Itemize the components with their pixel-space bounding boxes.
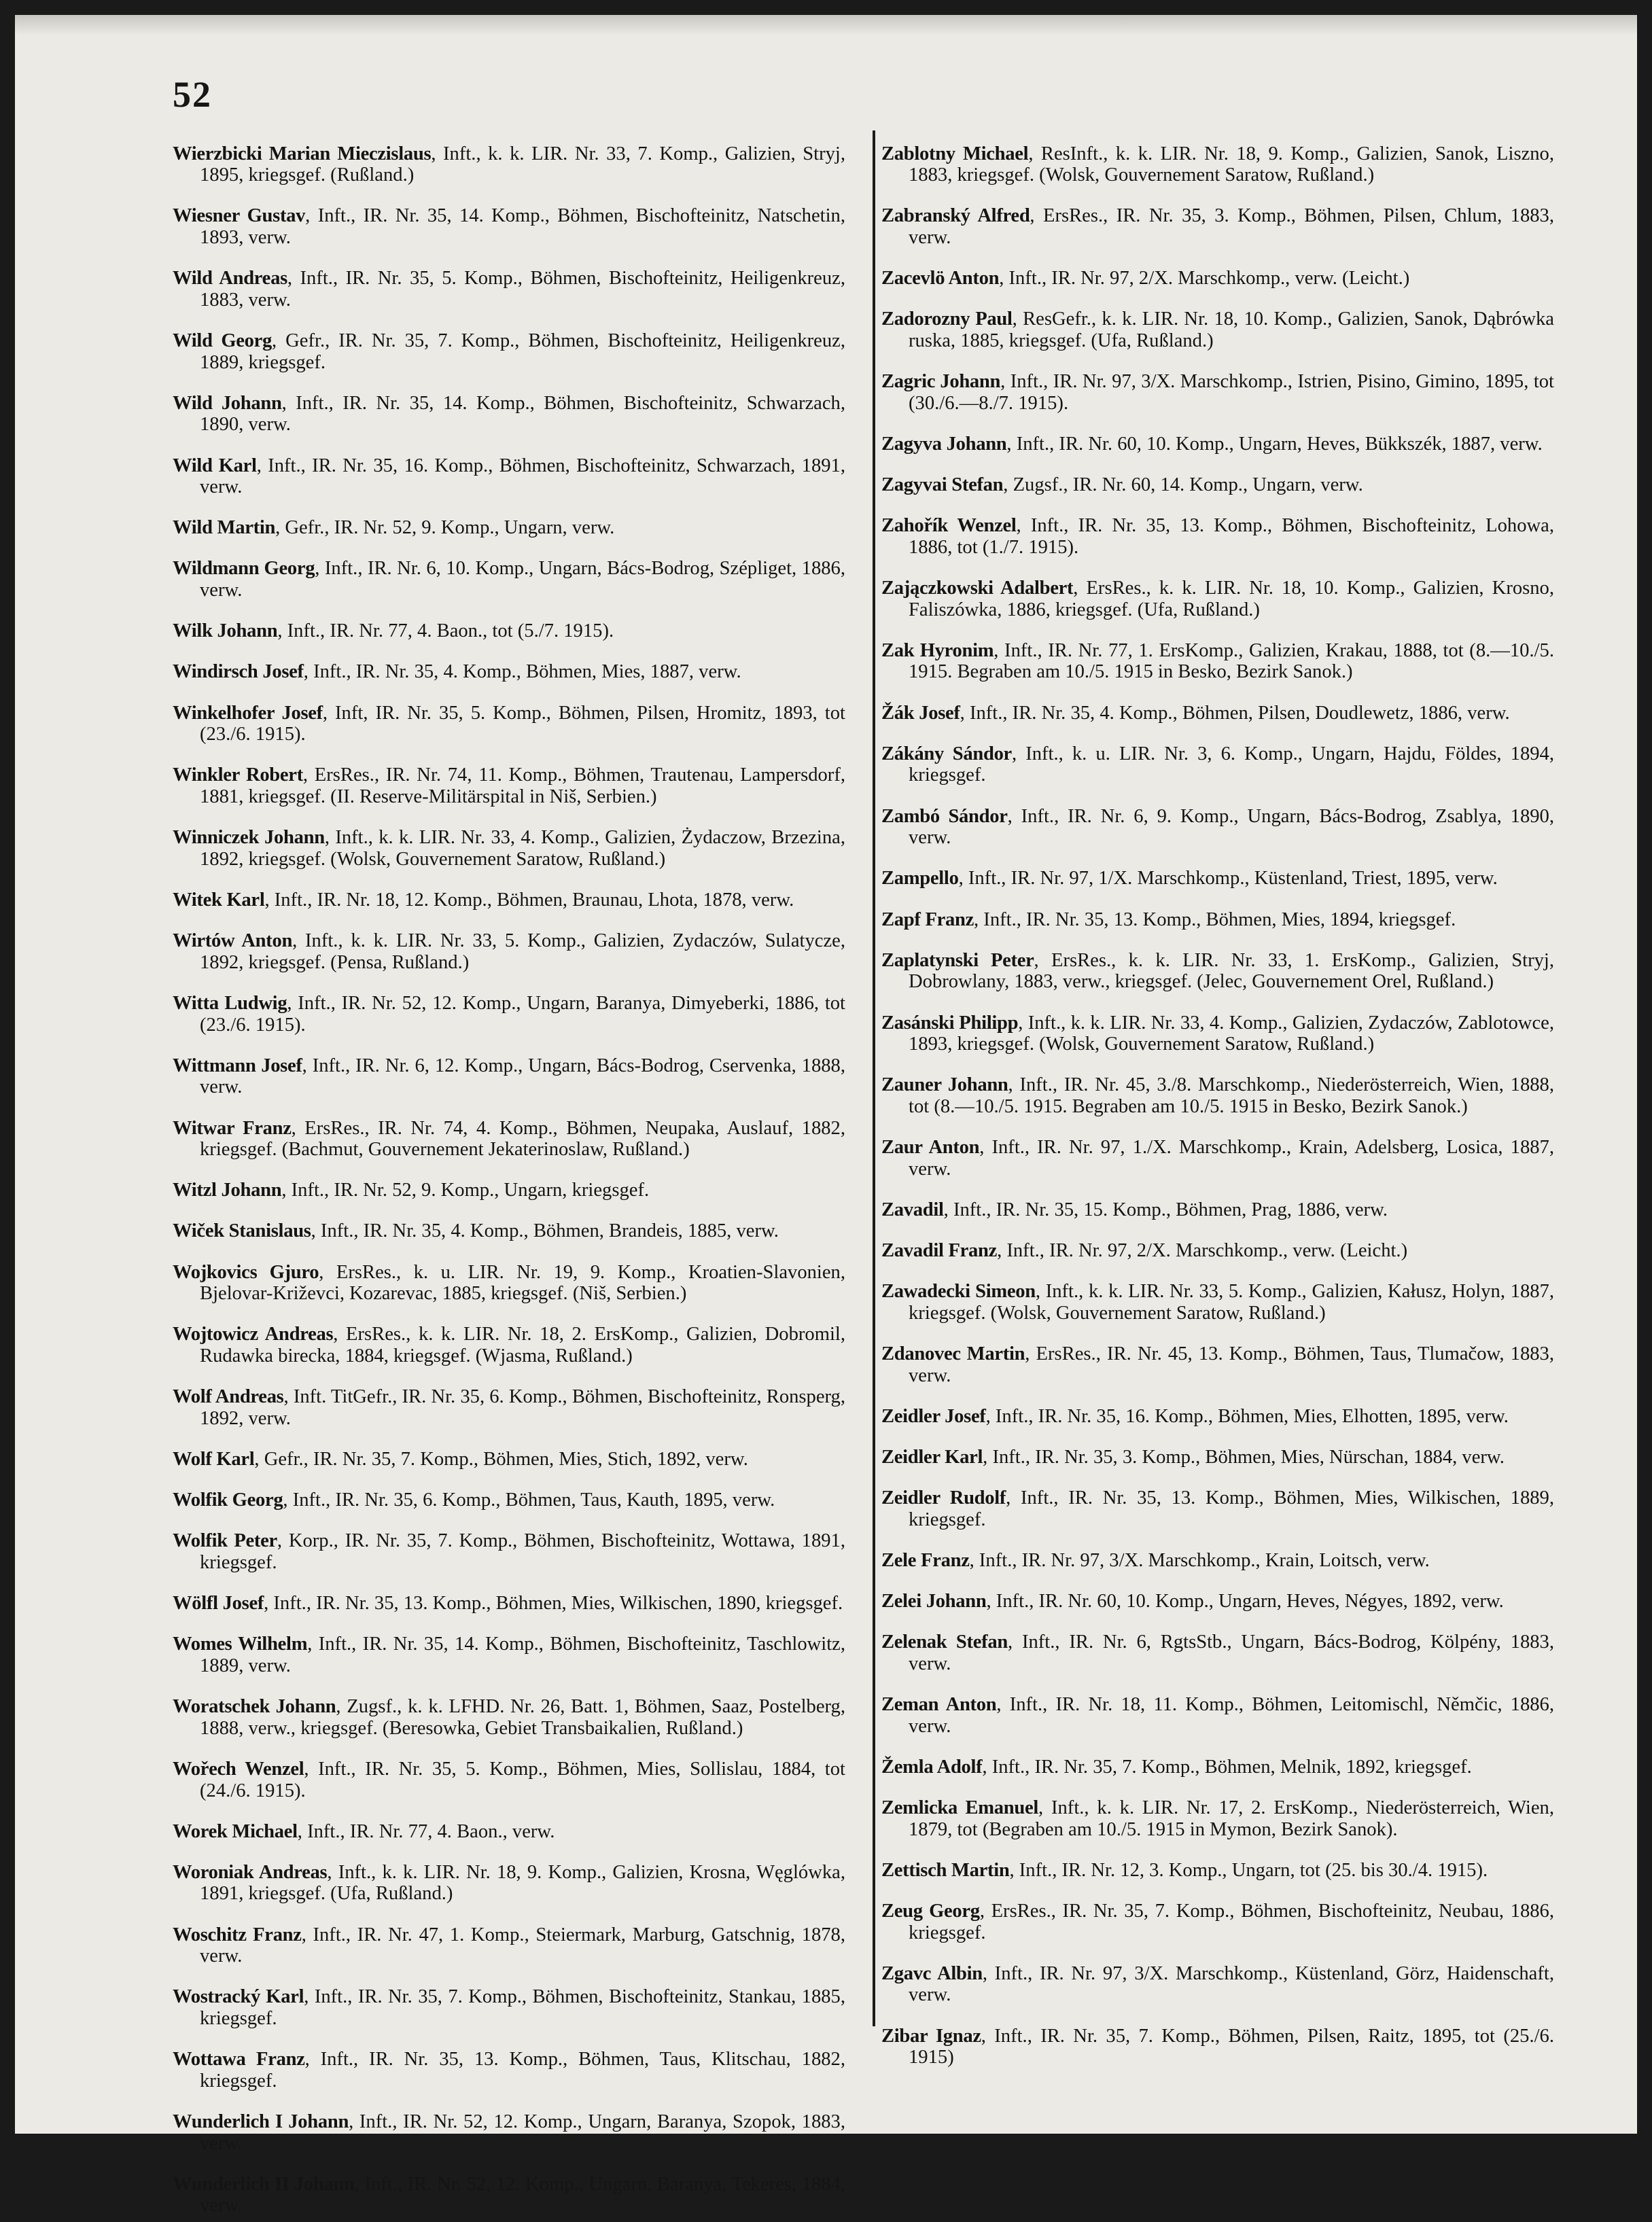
entry-name: Zauner Johann [881,1074,1008,1096]
entry-name: Žemla Adolf [881,1756,983,1778]
list-entry [881,515,1554,558]
entry-name: Zibar Ignaz [881,2025,981,2047]
list-entry [881,1199,1554,1221]
entry-name: Zapf Franz [881,909,974,930]
entry-name: Wolf Andreas [173,1386,284,1408]
entry-details: , Inft., IR. Nr. 35, 13. Komp., Böhmen, Bischofteinitz, Lohowa, 1886, tot (1./7. 1915). [909,515,1554,558]
entry-name: Woschitz Franz [173,1924,302,1945]
list-entry [881,806,1554,849]
list-entry [881,1550,1554,1572]
entry-name: Zavadil [881,1199,944,1220]
entry-name: Zampello [881,868,959,889]
page-number: 52 [173,74,212,115]
entry-details: , Gefr., IR. Nr. 35, 7. Komp., Böhmen, Mies, Stich, 1892, verw. [254,1449,748,1470]
list-entry [173,1118,845,1161]
entry-name: Wolfik Peter [173,1530,277,1552]
entry-details: , Inft., k. k. LIR. Nr. 33, 4. Komp., Galizien, Żydaczow, Brzezina, 1892, kriegsgef. (Wolsk, Gouvernement Saratow, Rußland.) [200,827,846,870]
entry-details: , Inft., IR. Nr. 47, 1. Komp., Steiermark, Marburg, Gatschnig, 1878, verw. [200,1924,845,1967]
entry-details: , Gefr., IR. Nr. 52, 9. Komp., Ungarn, verw. [275,517,615,539]
list-entry [173,393,845,436]
list-entry [881,371,1554,414]
left-column [173,124,845,2222]
list-entry [881,1901,1554,1943]
list-entry [173,268,845,311]
list-entry [881,1591,1554,1612]
entry-name: Zettisch Martin [881,1859,1010,1881]
entry-details: , Inft., IR. Nr. 52, 12. Komp., Ungarn, Baranya, Dimyeberki, 1886, tot (23./6. 1915). [200,992,846,1036]
entry-name: Winniczek Johann [173,827,325,849]
list-entry [173,2111,845,2154]
entry-name: Wild Georg [173,330,273,351]
entry-name: Zaur Anton [881,1137,980,1159]
entry-details: , Inft., k. k. LIR. Nr. 17, 2. ErsKomp., Niederösterreich, Wien, 1879, tot (Begraben am 10./5. 1915 in Mymon, Bezirk Sanok). [909,1797,1554,1840]
entry-name: Zemlicka Emanuel [881,1797,1039,1819]
entry-name: Zeug Georg [881,1901,980,1922]
entry-details: , Inft, IR. Nr. 35, 5. Komp., Böhmen, Pilsen, Hromitz, 1893, tot (23./6. 1915). [200,702,845,745]
entry-name: Wierzbicki Marian Mieczislaus [173,143,432,164]
list-entry [881,1343,1554,1386]
entry-name: Zelenak Stefan [881,1632,1008,1653]
entry-name: Wojkovics Gjuro [173,1261,319,1283]
entry-details: , Inft., IR. Nr. 52, 9. Komp., Ungarn, kriegsgef. [281,1180,650,1201]
list-entry [881,1240,1554,1262]
list-entry [173,1924,845,1967]
entry-name: Wild Andreas [173,268,287,289]
entry-details: , ResGefr., k. k. LIR. Nr. 18, 10. Komp., Galizien, Sanok, Dąbrówka ruska, 1885, kriegsgef. (Ufa, Rußland.) [909,308,1554,351]
list-entry [173,1220,845,1242]
document-page [15,15,1637,2217]
entry-details: , Inft., IR. Nr. 97, 3/X. Marschkomp., Krain, Loitsch, verw. [969,1549,1430,1571]
list-entry [173,205,845,248]
entry-details: , Inft., IR. Nr. 6, 9. Komp., Ungarn, Bács-Bodrog, Zsablya, 1890, verw. [909,805,1554,849]
entry-details: , Inft., IR. Nr. 18, 12. Komp., Böhmen, Braunau, Lhota, 1878, verw. [264,889,794,911]
entry-details: , Inft., IR. Nr. 97, 1/X. Marschkomp., Küstenland, Triest, 1895, verw. [958,868,1498,889]
entry-details: , ErsRes., k. u. LIR. Nr. 19, 9. Komp., Kroatien-Slavonien, Bjelovar-Križevci, Kozarevac, 1885, kriegsgef. (Niš, Serbien.) [200,1261,845,1305]
list-entry [881,1860,1554,1882]
entry-name: Zdanovec Martin [881,1343,1025,1365]
list-entry [881,1447,1554,1468]
list-entry [173,143,845,186]
list-entry [881,640,1554,683]
list-entry [881,578,1554,620]
list-entry [881,950,1554,993]
list-entry [173,1634,845,1676]
list-entry [881,1632,1554,1674]
list-entry [881,434,1554,455]
list-entry [173,517,845,539]
list-entry [173,2174,845,2217]
entry-details: , Inft., IR. Nr. 35, 4. Komp., Böhmen, Mies, 1887, verw. [303,661,741,683]
entry-name: Zacevlö Anton [881,268,1000,289]
entry-details: , Inft., k. k. LIR. Nr. 18, 9. Komp., Galizien, Krosna, Węglówka, 1891, kriegsgef. (Ufa, Rußland.) [200,1861,845,1905]
list-entry [173,661,845,683]
entry-name: Wild Martin [173,517,276,539]
list-entry [173,455,845,498]
entry-details: , Korp., IR. Nr. 35, 7. Komp., Böhmen, Bischofteinitz, Wottawa, 1891, kriegsgef. [200,1530,845,1573]
entry-details: , Inft., IR. Nr. 6, 12. Komp., Ungarn, Bács-Bodrog, Cservenka, 1888, verw. [200,1055,845,1098]
entry-details: , Inft., k. u. LIR. Nr. 3, 6. Komp., Ungarn, Hajdu, Földes, 1894, kriegsgef. [909,743,1555,786]
entry-name: Wolfik Georg [173,1489,283,1511]
entry-details: , Inft. TitGefr., IR. Nr. 35, 6. Komp., Böhmen, Bischofteinitz, Ronsperg, 1892, verw. [200,1386,845,1429]
entry-name: Zeman Anton [881,1694,997,1716]
list-entry [173,1262,845,1305]
list-entry [173,1862,845,1905]
entry-details: , Inft., IR. Nr. 35, 13. Komp., Böhmen, Mies, Wilkischen, 1890, kriegsgef. [264,1593,843,1615]
list-entry [173,1986,845,2029]
entry-name: Witta Ludwig [173,992,287,1014]
entry-details: , Inft., IR. Nr. 97, 3/X. Marschkomp., Küstenland, Görz, Haidenschaft, verw. [909,1962,1554,2006]
entry-details: , ResInft., k. k. LIR. Nr. 18, 9. Komp., Galizien, Sanok, Liszno, 1883, kriegsgef. (Wolsk, Gouvernement Saratow, Rußland.) [909,143,1555,186]
entry-name: Wunderlich II Johann [173,2173,355,2195]
list-entry [881,868,1554,889]
entry-details: , Inft., IR. Nr. 35, 14. Komp., Böhmen, Bischofteinitz, Natschetin, 1893, verw. [200,205,845,248]
entry-details: , Inft., IR. Nr. 35, 13. Komp., Böhmen, Mies, 1894, kriegsgef. [974,909,1456,930]
list-entry [881,1074,1554,1117]
page-edge-shadow [15,15,1637,35]
list-entry [173,2049,845,2092]
entry-details: , ErsRes., IR. Nr. 74, 4. Komp., Böhmen, Neupaka, Auslauf, 1882, kriegsgef. (Bachmut, Gouvernement Jekaterinoslaw, Rußland.) [200,1117,845,1161]
entry-name: Zak Hyronim [881,639,994,661]
entry-details: , ErsRes., IR. Nr. 35, 7. Komp., Böhmen, Bischofteinitz, Neubau, 1886, kriegsgef. [909,1901,1554,1943]
entry-name: Zeidler Rudolf [881,1487,1006,1509]
entry-details: , Inft., k. k. LIR. Nr. 33, 5. Komp., Galizien, Kałusz, Holyn, 1887, kriegsgef. (Wolsk, Gouvernement Saratow, Rußland.) [909,1281,1554,1324]
entry-name: Womes Wilhelm [173,1634,308,1655]
entry-details: , Inft., IR. Nr. 97, 1./X. Marschkomp., Krain, Adelsberg, Losica, 1887, verw. [909,1137,1554,1180]
entry-name: Zavadil Franz [881,1240,998,1262]
entry-name: Woroniak Andreas [173,1861,328,1883]
entry-name: Wild Johann [173,392,282,414]
entry-details: , ErsRes., k. k. LIR. Nr. 18, 10. Komp., Galizien, Krosno, Faliszówka, 1886, kriegsgef. (Ufa, Rußland.) [909,578,1555,620]
list-entry [881,205,1554,248]
entry-details: , Inft., IR. Nr. 97, 2/X. Marschkomp., verw. (Leicht.) [997,1240,1408,1262]
entry-details: , Inft., IR. Nr. 35, 6. Komp., Böhmen, Taus, Kauth, 1895, verw. [283,1489,775,1511]
list-entry [173,1696,845,1739]
entry-name: Witwar Franz [173,1117,292,1139]
list-entry [881,909,1554,931]
entry-details: , Inft., IR. Nr. 35, 5. Komp., Böhmen, Bischofteinitz, Heiligenkreuz, 1883, verw. [200,268,845,311]
entry-name: Zeidler Josef [881,1405,986,1427]
entry-name: Zagyvai Stefan [881,474,1004,496]
list-entry [173,1530,845,1573]
entry-name: Zaplatynski Peter [881,949,1034,971]
entry-name: Wojtowicz Andreas [173,1324,334,1345]
entry-name: Zasánski Philipp [881,1012,1019,1034]
entry-name: Zelei Johann [881,1591,987,1612]
entry-name: Wölfl Josef [173,1593,264,1615]
list-entry [173,889,845,911]
entry-details: , Inft., IR. Nr. 77, 4. Baon., verw. [297,1820,555,1842]
entry-details: , Inft., IR. Nr. 97, 2/X. Marschkomp., verw. (Leicht.) [999,268,1410,289]
entry-details: , Inft., IR. Nr. 35, 5. Komp., Böhmen, Mies, Sollislau, 1884, tot (24./6. 1915). [200,1758,845,1801]
list-entry [881,474,1554,496]
entry-details: , Inft., IR. Nr. 52, 12. Komp., Ungarn, Baranya, Tekeres, 1884, verw. [200,2173,845,2217]
entry-details: , Gefr., IR. Nr. 35, 7. Komp., Böhmen, Bischofteinitz, Heiligenkreuz, 1889, kriegsgef. [200,330,846,373]
entry-details: , Zugsf., IR. Nr. 60, 14. Komp., Ungarn, verw. [1003,474,1363,496]
entry-details: , Inft., IR. Nr. 45, 3./8. Marschkomp., Niederösterreich, Wien, 1888, tot (8.—10./5. 1915. Begraben am 10./5. 1915 in Besko, Bezirk Sanok.) [909,1074,1554,1117]
entry-details: , Zugsf., k. k. LFHD. Nr. 26, Batt. 1, Böhmen, Saaz, Postelberg, 1888, verw., kriegsgef. (Beresowka, Gebiet Transbaikalien, Rußland.) [200,1696,845,1739]
entry-name: Wiesner Gustav [173,205,306,227]
entry-name: Wostracký Karl [173,1986,304,2008]
list-entry [173,1593,845,1615]
entry-details: , Inft., IR. Nr. 35, 7. Komp., Böhmen, Bischofteinitz, Stankau, 1885, kriegsgef. [200,1986,845,2030]
list-entry [173,1180,845,1201]
list-entry [173,827,845,870]
list-entry [881,1137,1554,1180]
entry-name: Windirsch Josef [173,661,304,683]
list-entry [881,1487,1554,1530]
list-entry [881,268,1554,289]
list-entry [173,558,845,601]
list-entry [881,1694,1554,1737]
entry-name: Witzl Johann [173,1180,282,1201]
entry-details: , Inft., IR. Nr. 35, 16. Komp., Böhmen, Bischofteinitz, Schwarzach, 1891, verw. [200,455,845,498]
list-entry [173,993,845,1036]
list-entry [881,2026,1554,2068]
entry-details: , Inft., IR. Nr. 12, 3. Komp., Ungarn, tot (25. bis 30./4. 1915). [1009,1859,1488,1881]
entry-name: Worek Michael [173,1820,298,1842]
entry-name: Wildmann Georg [173,558,315,580]
entry-details: , Inft., IR. Nr. 60, 10. Komp., Ungarn, Heves, Négyes, 1892, verw. [986,1591,1504,1612]
entry-name: Wild Karl [173,455,257,476]
entry-details: , Inft., IR. Nr. 35, 7. Komp., Böhmen, Melnik, 1892, kriegsgef. [982,1756,1472,1778]
entry-name: Wottawa Franz [173,2049,305,2070]
list-entry [173,930,845,973]
entry-details: , Inft., IR. Nr. 35, 16. Komp., Böhmen, Mies, Elhotten, 1895, verw. [985,1405,1509,1427]
list-entry [173,1386,845,1429]
entry-details: , ErsRes., IR. Nr. 45, 13. Komp., Böhmen, Taus, Tlumačow, 1883, verw. [909,1343,1554,1386]
entry-name: Zagyva Johann [881,433,1007,455]
entry-details: , Inft., IR. Nr. 77, 4. Baon., tot (5./7. 1915). [277,620,614,642]
entry-name: Zambó Sándor [881,805,1008,827]
list-entry [173,1821,845,1843]
list-entry [173,1759,845,1801]
list-entry [173,703,845,745]
list-entry [881,1757,1554,1778]
list-entry [881,1281,1554,1324]
entry-name: Zele Franz [881,1549,970,1571]
entry-details: , Inft., IR. Nr. 35, 7. Komp., Böhmen, Pilsen, Raitz, 1895, tot (25./6. 1915) [909,2025,1554,2068]
list-entry [881,743,1554,786]
list-entry [881,1012,1554,1055]
entry-name: Wunderlich I Johann [173,2111,349,2132]
entry-details: , Inft., IR. Nr. 35, 13. Komp., Böhmen, Taus, Klitschau, 1882, kriegsgef. [200,2049,845,2092]
entry-details: , Inft., IR. Nr. 6, RgtsStb., Ungarn, Bács-Bodrog, Kölpény, 1883, verw. [909,1632,1554,1674]
entry-name: Žák Josef [881,702,960,724]
entry-name: Zákány Sándor [881,743,1012,764]
entry-name: Winkler Robert [173,764,303,786]
entry-details: , Inft., IR. Nr. 18, 11. Komp., Böhmen, Leitomischl, Němčic, 1886, verw. [909,1694,1555,1737]
list-entry [173,1489,845,1511]
entry-name: Woratschek Johann [173,1696,336,1718]
entry-name: Wirtów Anton [173,930,293,952]
entry-name: Witek Karl [173,889,265,911]
column-divider [873,130,875,2026]
entry-details: , Inft., IR. Nr. 52, 12. Komp., Ungarn, Baranya, Szopok, 1883, verw. [200,2111,845,2154]
entry-details: , Inft., IR. Nr. 35, 14. Komp., Böhmen, Bischofteinitz, Taschlowitz, 1889, verw. [200,1634,845,1676]
entry-name: Wilk Johann [173,620,278,642]
entry-name: Winkelhofer Josef [173,702,323,724]
list-entry [881,1406,1554,1428]
list-entry [881,703,1554,724]
entry-details: , Inft., k. k. LIR. Nr. 33, 5. Komp., Galizien, Zydaczów, Sulatycze, 1892, kriegsgef. (Pensa, Rußland.) [200,930,845,973]
entry-name: Zajączkowski Adalbert [881,578,1074,599]
entry-name: Zagric Johann [881,371,1001,393]
entry-details: , Inft., IR. Nr. 77, 1. ErsKomp., Galizien, Krakau, 1888, tot (8.—10./5. 1915. Begraben am 10./5. 1915 in Besko, Bezirk Sanok.) [909,639,1554,683]
entry-details: , Inft., IR. Nr. 35, 14. Komp., Böhmen, Bischofteinitz, Schwarzach, 1890, verw. [200,392,845,436]
entry-details: , Inft., k. k. LIR. Nr. 33, 7. Komp., Galizien, Stryj, 1895, kriegsgef. (Rußland.) [200,143,845,186]
entry-details: , Inft., IR. Nr. 6, 10. Komp., Ungarn, Bács-Bodrog, Szépliget, 1886, verw. [200,558,845,601]
list-entry [881,308,1554,351]
right-column [881,124,1554,2074]
list-entry [881,143,1554,186]
entry-details: , ErsRes., k. k. LIR. Nr. 33, 1. ErsKomp., Galizien, Stryj, Dobrowlany, 1883, verw., kriegsgef. (Jelec, Gouvernement Orel, Rußland.) [909,949,1554,993]
entry-details: , Inft., IR. Nr. 35, 3. Komp., Böhmen, Mies, Nürschan, 1884, verw. [983,1447,1505,1468]
list-entry [173,764,845,807]
list-entry [881,1797,1554,1840]
list-entry [173,620,845,642]
entry-name: Wolf Karl [173,1449,255,1470]
entry-name: Zablotny Michael [881,143,1029,164]
entry-details: , ErsRes., IR. Nr. 74, 11. Komp., Böhmen, Trautenau, Lampersdorf, 1881, kriegsgef. (II. Reserve-Militärspital in Niš, Serbien.) [200,764,845,807]
entry-details: , Inft., IR. Nr. 35, 4. Komp., Böhmen, Brandeis, 1885, verw. [311,1220,779,1242]
entry-details: , Inft., k. k. LIR. Nr. 33, 4. Komp., Galizien, Zydaczów, Zablotowce, 1893, kriegsgef. (Wolsk, Gouvernement Saratow, Rußland.) [909,1012,1554,1055]
entry-details: , ErsRes., k. k. LIR. Nr. 18, 2. ErsKomp., Galizien, Dobromil, Rudawka birecka, 1884, kriegsgef. (Wjasma, Rußland.) [200,1324,845,1367]
entry-name: Zahořík Wenzel [881,515,1017,537]
entry-name: Wittmann Josef [173,1055,302,1076]
list-entry [173,1324,845,1366]
entry-details: , Inft., IR. Nr. 97, 3/X. Marschkomp., Istrien, Pisino, Gimino, 1895, tot (30./6.—8./7. 1915). [909,371,1555,414]
entry-details: , Inft., IR. Nr. 35, 4. Komp., Böhmen, Pilsen, Doudlewetz, 1886, verw. [960,702,1510,724]
list-entry [173,1449,845,1470]
entry-name: Wiček Stanislaus [173,1220,311,1242]
list-entry [881,1963,1554,2006]
entry-name: Zeidler Karl [881,1447,983,1468]
entry-name: Wořech Wenzel [173,1758,304,1780]
list-entry [173,1055,845,1098]
entry-details: , Inft., IR. Nr. 35, 13. Komp., Böhmen, Mies, Wilkischen, 1889, kriegsgef. [909,1487,1554,1530]
entry-details: , ErsRes., IR. Nr. 35, 3. Komp., Böhmen, Pilsen, Chlum, 1883, verw. [909,205,1554,248]
list-entry [173,330,845,373]
entry-name: Zawadecki Simeon [881,1281,1036,1303]
entry-details: , Inft., IR. Nr. 60, 10. Komp., Ungarn, Heves, Bükkszék, 1887, verw. [1006,433,1543,455]
entry-name: Zadorozny Paul [881,308,1013,330]
entry-name: Zabranský Alfred [881,205,1030,227]
entry-details: , Inft., IR. Nr. 35, 15. Komp., Böhmen, Prag, 1886, verw. [943,1199,1388,1220]
entry-name: Zgavc Albin [881,1962,983,1984]
